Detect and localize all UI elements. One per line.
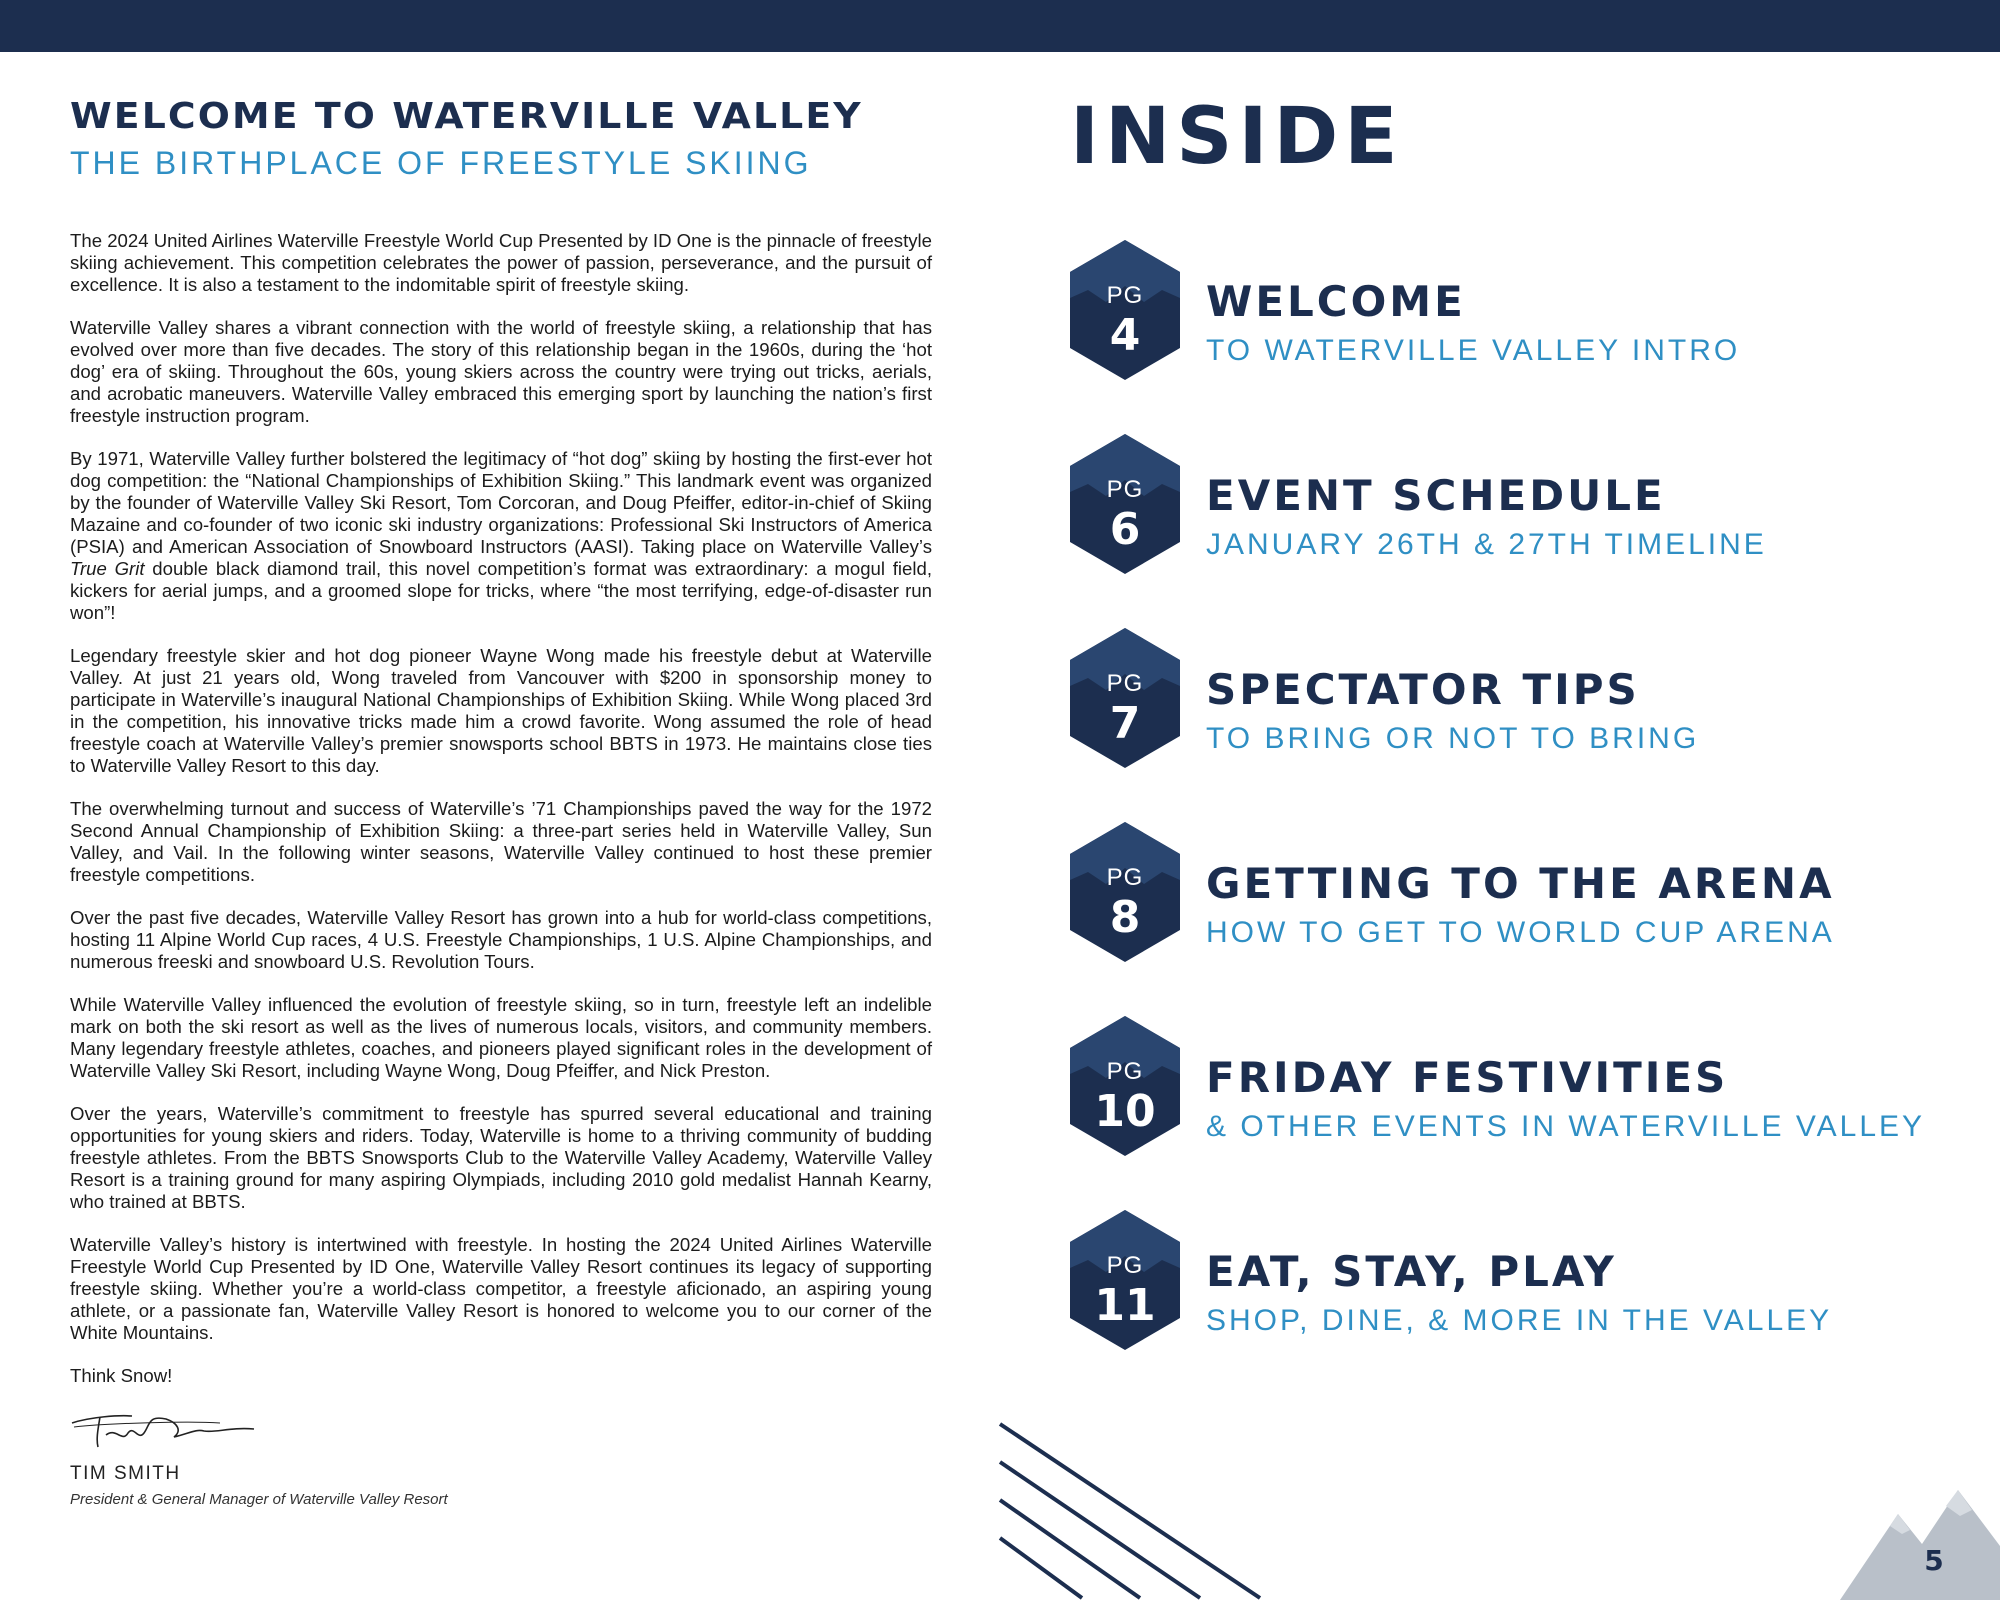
toc-title: SPECTATOR TIPS <box>1206 665 1640 714</box>
signature <box>70 1403 260 1457</box>
toc-item[interactable] <box>1070 434 1970 628</box>
paragraph: While Waterville Valley influenced the evolution of freestyle skiing, so in turn, freestyle left an indelible mark on both the ski resort as well as the lives of numerous locals, visitors, and community members. Many legendary freestyle athletes, coaches, and pioneers played significant roles in the development of Waterville Valley Ski Resort, including Wayne Wong, Doug Pfeiffer, and Nick Preston. <box>70 994 932 1081</box>
paragraph: Waterville Valley’s history is intertwined with freestyle. In hosting the 2024 United Airlines Waterville Freestyle World Cup Presented by ID One, Waterville Valley Resort continues its legacy of supporting freestyle skiing. Whether you’re a world-class competitor, a freestyle aficionado, an aspiring young athlete, or a passionate fan, Waterville Valley Resort is honored to welcome you to our corner of the White Mountains. <box>70 1234 932 1343</box>
toc-title: EAT, STAY, PLAY <box>1206 1247 1617 1296</box>
welcome-article <box>70 96 932 1508</box>
toc-subtitle: JANUARY 26TH & 27TH TIMELINE <box>1206 528 1767 561</box>
decorative-stripes <box>990 1420 1310 1600</box>
paragraph: Over the years, Waterville’s commitment to freestyle has spurred several educational and training opportunities for young skiers and riders. Today, Waterville is home to a thriving community of budding freestyle athletes. From the BBTS Snowsports Club to the Waterville Valley Academy, Waterville Valley Resort is a training ground for many aspiring Olympiads, including 2010 gold medalist Hannah Kearny, who trained at BBTS. <box>70 1103 932 1212</box>
page-number-badge: 8 <box>1109 892 1141 943</box>
pg-label: PG <box>1106 476 1144 503</box>
page-badge <box>1070 628 1180 768</box>
pg-label: PG <box>1106 1058 1144 1085</box>
page-badge <box>1070 240 1180 380</box>
page-badge <box>1070 1016 1180 1156</box>
paragraph: Legendary freestyle skier and hot dog pioneer Wayne Wong made his freestyle debut at Waterville Valley. At just 21 years old, Wong traveled from Vancouver with $200 in sponsorship money to participate in Waterville’s inaugural National Championships of Exhibition Skiing. While Wong placed 3rd in the competition, his innovative tricks made him a crowd favorite. Wong assumed the role of head freestyle coach at Waterville Valley’s premier snowsports school BBTS in 1973. He maintains close ties to Waterville Valley Resort to this day. <box>70 645 932 776</box>
paragraph: The 2024 United Airlines Waterville Freestyle World Cup Presented by ID One is the pinnacle of freestyle skiing achievement. This competition celebrates the power of passion, perseverance, and the pursuit of excellence. It is also a testament to the indomitable spirit of freestyle skiing. <box>70 230 932 295</box>
signer-title: President & General Manager of Waterville Valley Resort <box>70 1491 448 1508</box>
inside-heading: INSIDE <box>1070 92 1404 182</box>
toc-title: FRIDAY FESTIVITIES <box>1206 1053 1729 1102</box>
paragraph: Over the past five decades, Waterville Valley Resort has grown into a hub for world-class competitions, hosting 11 Alpine World Cup races, 4 U.S. Freestyle Championships, 1 U.S. Alpine Championships, and numerous freeski and snowboard U.S. Revolution Tours. <box>70 907 932 972</box>
toc-subtitle: SHOP, DINE, & MORE IN THE VALLEY <box>1206 1304 1833 1337</box>
toc-title: EVENT SCHEDULE <box>1206 471 1666 520</box>
pg-label: PG <box>1106 282 1144 309</box>
trail-name: True Grit <box>70 558 145 579</box>
page-number-badge: 6 <box>1109 504 1141 555</box>
toc-title: WELCOME <box>1206 277 1466 326</box>
page-number-badge: 11 <box>1094 1280 1156 1331</box>
page-badge <box>1070 434 1180 574</box>
pg-label: PG <box>1106 864 1144 891</box>
paragraph: The overwhelming turnout and success of Waterville’s ’71 Championships paved the way for the 1972 Second Annual Championship of Exhibition Skiing: a three-part series held in Waterville Valley, Sun Valley, and Vail. In the following winter seasons, Waterville Valley continued to host these premier freestyle competitions. <box>70 798 932 885</box>
toc-subtitle: HOW TO GET TO WORLD CUP ARENA <box>1206 916 1835 949</box>
page-number-badge: 4 <box>1109 310 1141 361</box>
page-number: 5 <box>1924 1544 1944 1577</box>
paragraph-text: By 1971, Waterville Valley further bolstered the legitimacy of “hot dog” skiing by hosting the first-ever hot dog competition: the “National Championships of Exhibition Skiing.” This landmark event was organized by the founder of Waterville Valley Ski Resort, Tom Corcoran, and Doug Pfeiffer, editor-in-chief of Skiing Mazaine and co-founder of two iconic ski industry organizations: Professional Ski Instructors of America (PSIA) and American Association of Snowboard Instructors (AASI). Taking place on Waterville Valley’s <box>70 448 932 557</box>
toc-item[interactable] <box>1070 628 1970 822</box>
table-of-contents <box>1070 240 1970 1404</box>
toc-subtitle: & OTHER EVENTS IN WATERVILLE VALLEY <box>1206 1110 1926 1143</box>
signer-name: TIM SMITH <box>70 1463 181 1484</box>
toc-item[interactable] <box>1070 1016 1970 1210</box>
pg-label: PG <box>1106 1252 1144 1279</box>
article-body <box>70 230 932 1387</box>
toc-subtitle: TO BRING OR NOT TO BRING <box>1206 722 1700 755</box>
page-badge <box>1070 822 1180 962</box>
paragraph: Waterville Valley shares a vibrant connection with the world of freestyle skiing, a relationship that has evolved over more than five decades. The story of this relationship began in the 1960s, during the ‘hot dog’ era of skiing. Throughout the 60s, young skiers across the country were trying out tricks, aerials, and acrobatic maneuvers. Waterville Valley embraced this emerging sport by launching the nation’s first freestyle instruction program. <box>70 317 932 426</box>
toc-item[interactable] <box>1070 822 1970 1016</box>
top-banner <box>0 0 2000 52</box>
toc-item[interactable] <box>1070 1210 1970 1404</box>
pg-label: PG <box>1106 670 1144 697</box>
page-number-badge: 7 <box>1109 698 1141 749</box>
toc-title: GETTING TO THE ARENA <box>1206 859 1835 908</box>
signoff: Think Snow! <box>70 1365 173 1386</box>
toc-subtitle: TO WATERVILLE VALLEY INTRO <box>1206 334 1741 367</box>
toc-item[interactable] <box>1070 240 1970 434</box>
article-title: WELCOME TO WATERVILLE VALLEY <box>70 96 863 137</box>
article-subtitle: THE BIRTHPLACE OF FREESTYLE SKIING <box>70 145 812 181</box>
page-badge <box>1070 1210 1180 1350</box>
paragraph <box>70 448 932 624</box>
paragraph-text: double black diamond trail, this novel competition’s format was extraordinary: a mogul field, kickers for aerial jumps, and a groomed slope for tricks, where “the most terrifying, edge-of-disaster run won”! <box>70 558 933 623</box>
page-number-badge: 10 <box>1094 1086 1156 1137</box>
